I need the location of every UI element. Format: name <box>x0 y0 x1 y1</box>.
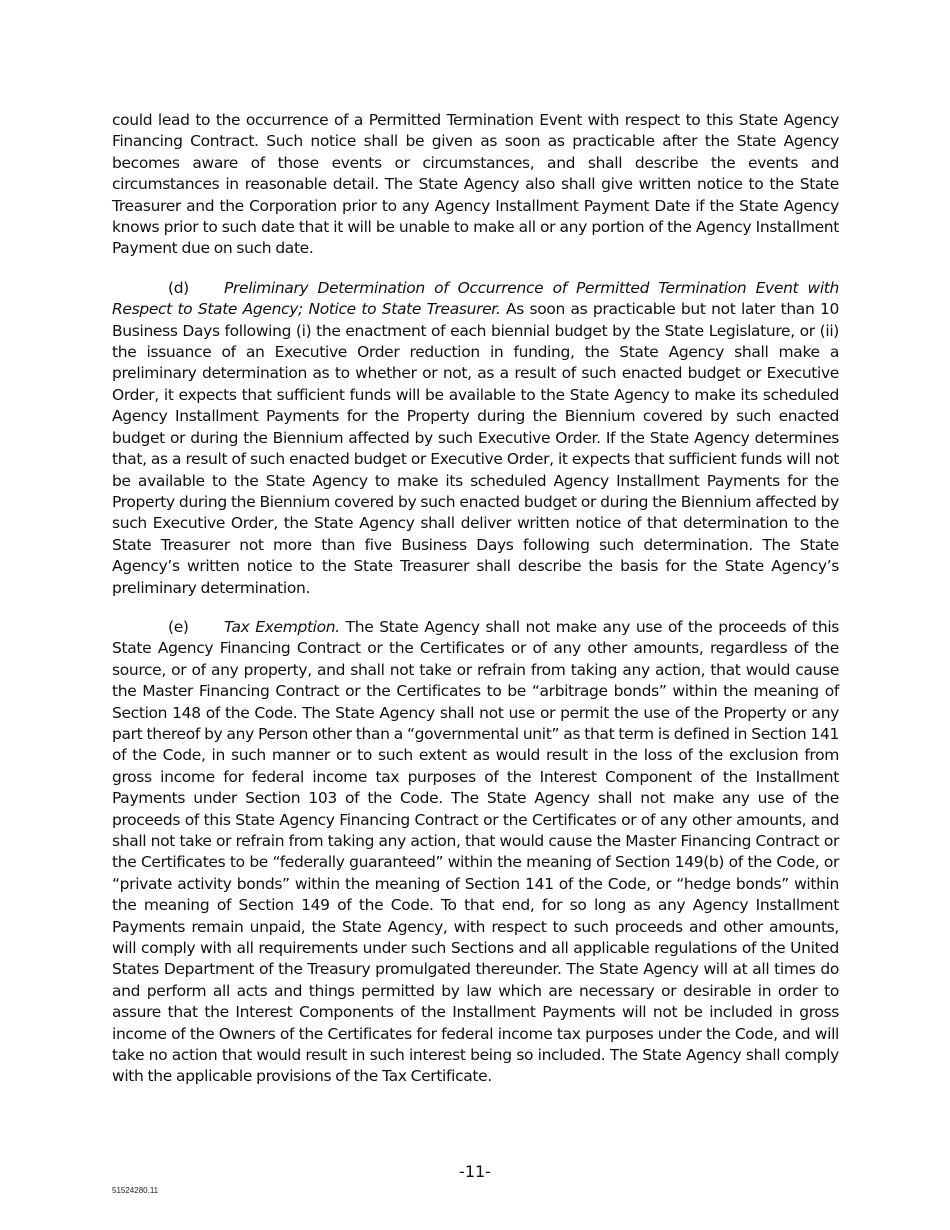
section-d-paragraph <box>112 278 839 599</box>
document-id: 51524280.11 <box>112 1186 159 1195</box>
section-d-title: Preliminary Determination of Occurrence of Permitted Termination Event with Respect to State Agency; Notice to State Treasurer. <box>112 278 839 319</box>
section-e-text: The State Agency shall not make any use of the proceeds of this State Agency Financing Contract or the Certificates or of any other amounts, regardless of the source, or of any property, and shall not take or refrain from taking any action, that would cause the Master Financing Contract or the Certificates to be “arbitrage bonds” within the meaning of Section 148 of the Code. The State Agency shall not use or permit the use of the Property or any part thereof by any Person other than a “governmental unit” as that term is defined in Section 141 of the Code, in such manner or to such extent as would result in the loss of the exclusion from gross income for federal income tax purposes of the Interest Component of the Installment Payments under Section 103 of the Code. The State Agency shall not make any use of the proceeds of this State Agency Financing Contract or the Certificates or of any other amounts, and shall not take or refrain from taking any action, that would cause the Master Financing Contract or the Certificates to be “federally guaranteed” within the meaning of Section 149(b) of the Code, or “private activity bonds” within the meaning of Section 141 of the Code, or “hedge bonds” within the meaning of Section 149 of the Code. To that end, for so long as any Agency Installment Payments remain unpaid, the State Agency, with respect to such proceeds and other amounts, will comply with all requirements under such Sections and all applicable regulations of the United States Department of the Treasury promulgated thereunder. The State Agency will at all times do and perform all acts and things permitted by law which are necessary or desirable in order to assure that the Interest Components of the Installment Payments will not be included in gross income of the Owners of the Certificates for federal income tax purposes under the Code, and will take no action that would result in such interest being so included. The State Agency shall comply with the applicable provisions of the Tax Certificate. <box>112 617 839 1086</box>
section-d-number: (d) <box>168 278 189 297</box>
section-e-number: (e) <box>168 617 189 636</box>
document-body <box>112 110 839 1106</box>
section-d-text: As soon as practicable but not later than 10 Business Days following (i) the enactment of each biennial budget by the State Legislature, or (ii) the issuance of an Executive Order reduction in funding, the State Agency shall make a preliminary determination as to whether or not, as a result of such enacted budget or Executive Order, it expects that sufficient funds will be available to the State Agency to make its scheduled Agency Installment Payments for the Property during the Biennium covered by such enacted budget or during the Biennium affected by such Executive Order. If the State Agency determines that, as a result of such enacted budget or Executive Order, it expects that sufficient funds will not be available to the State Agency to make its scheduled Agency Installment Payments for the Property during the Biennium covered by such enacted budget or during the Biennium affected by such Executive Order, the State Agency shall deliver written notice of that determination to the State Treasurer not more than five Business Days following such determination. The State Agency’s written notice to the State Treasurer shall describe the basis for the State Agency’s preliminary determination. <box>112 300 839 597</box>
section-e-paragraph <box>112 617 839 1088</box>
paragraph-continuation: could lead to the occurrence of a Permitted Termination Event with respect to this State Agency Financing Contract. Such notice shall be given as soon as practicable after the State Agency becomes aware of those events or circumstances, and shall describe the events and circumstances in reasonable detail. The State Agency also shall give written notice to the State Treasurer and the Corporation prior to any Agency Installment Payment Date if the State Agency knows prior to such date that it will be unable to make all or any portion of the Agency Installment Payment due on such date. <box>112 111 839 258</box>
section-e-title: Tax Exemption. <box>224 617 340 636</box>
page-number: -11- <box>459 1162 491 1181</box>
